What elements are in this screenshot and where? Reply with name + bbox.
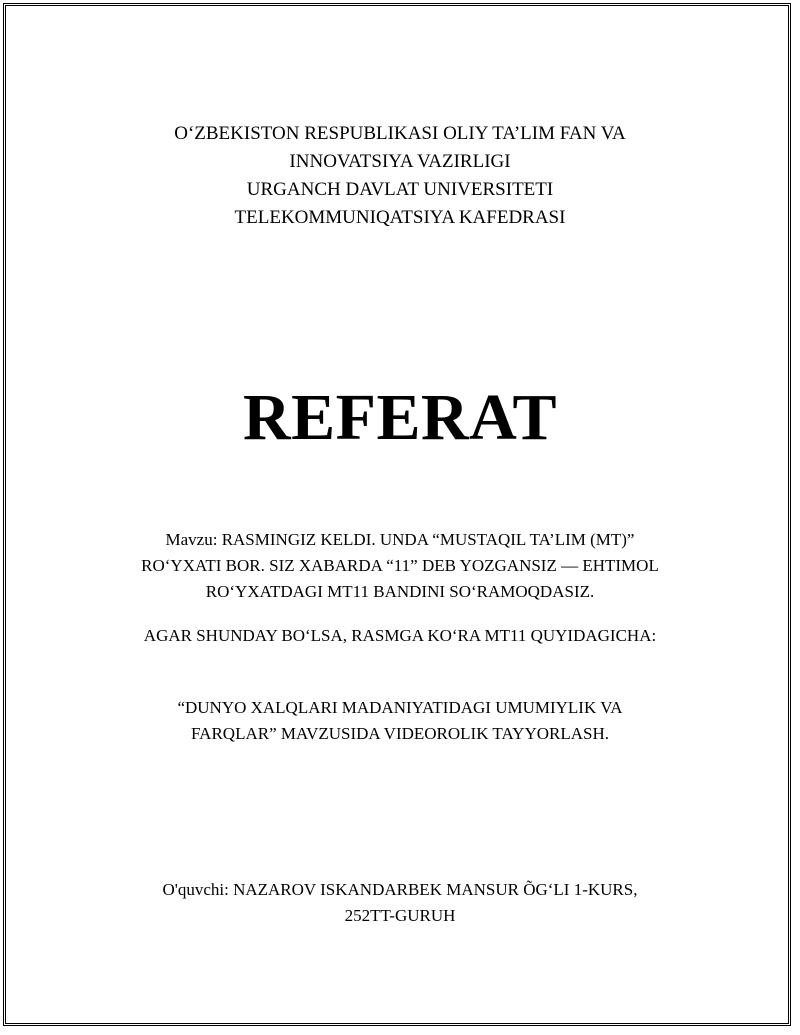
header-line: TELEKOMMUNIQATSIYA KAFEDRASI: [234, 207, 566, 228]
institution-header: [0, 120, 800, 232]
subject-line: FARQLAR” MAVZUSIDA VIDEOROLIK TAYYORLASH.: [190, 724, 609, 743]
topic-line: RO‘YXATI BOR. SIZ XABARDA “11” DEB YOZGANSIZ — EHTIMOL: [141, 556, 659, 575]
note-text: AGAR SHUNDAY BO‘LSA, RASMGA KO‘RA MT11 QUYIDAGICHA:: [143, 626, 657, 645]
header-line: INNOVATSIYA VAZIRLIGI: [289, 151, 511, 172]
header-line: O‘ZBEKISTON RESPUBLIKASI OLIY TA’LIM FAN VA: [174, 123, 626, 144]
student-line: O'quvchi: NAZAROV ISKANDARBEK MANSUR ÕG‘LI 1-KURS,: [162, 880, 638, 899]
header-line: URGANCH DAVLAT UNIVERSITETI: [246, 179, 554, 200]
student-info: [0, 877, 800, 929]
subject-line: “DUNYO XALQLARI MADANIYATIDAGI UMUMIYLIK VA: [177, 698, 623, 717]
subject-paragraph: [0, 695, 800, 747]
note-line: [0, 623, 800, 649]
document-title: REFERAT: [243, 381, 557, 454]
topic-line: Mavzu: RASMINGIZ KELDI. UNDA “MUSTAQIL TA’LIM (MT)”: [165, 530, 635, 549]
student-line: 252TT-GURUH: [344, 906, 456, 925]
topic-line: RO‘YXATDAGI MT11 BANDINI SO‘RAMOQDASIZ.: [205, 582, 595, 601]
topic-paragraph: [0, 527, 800, 605]
